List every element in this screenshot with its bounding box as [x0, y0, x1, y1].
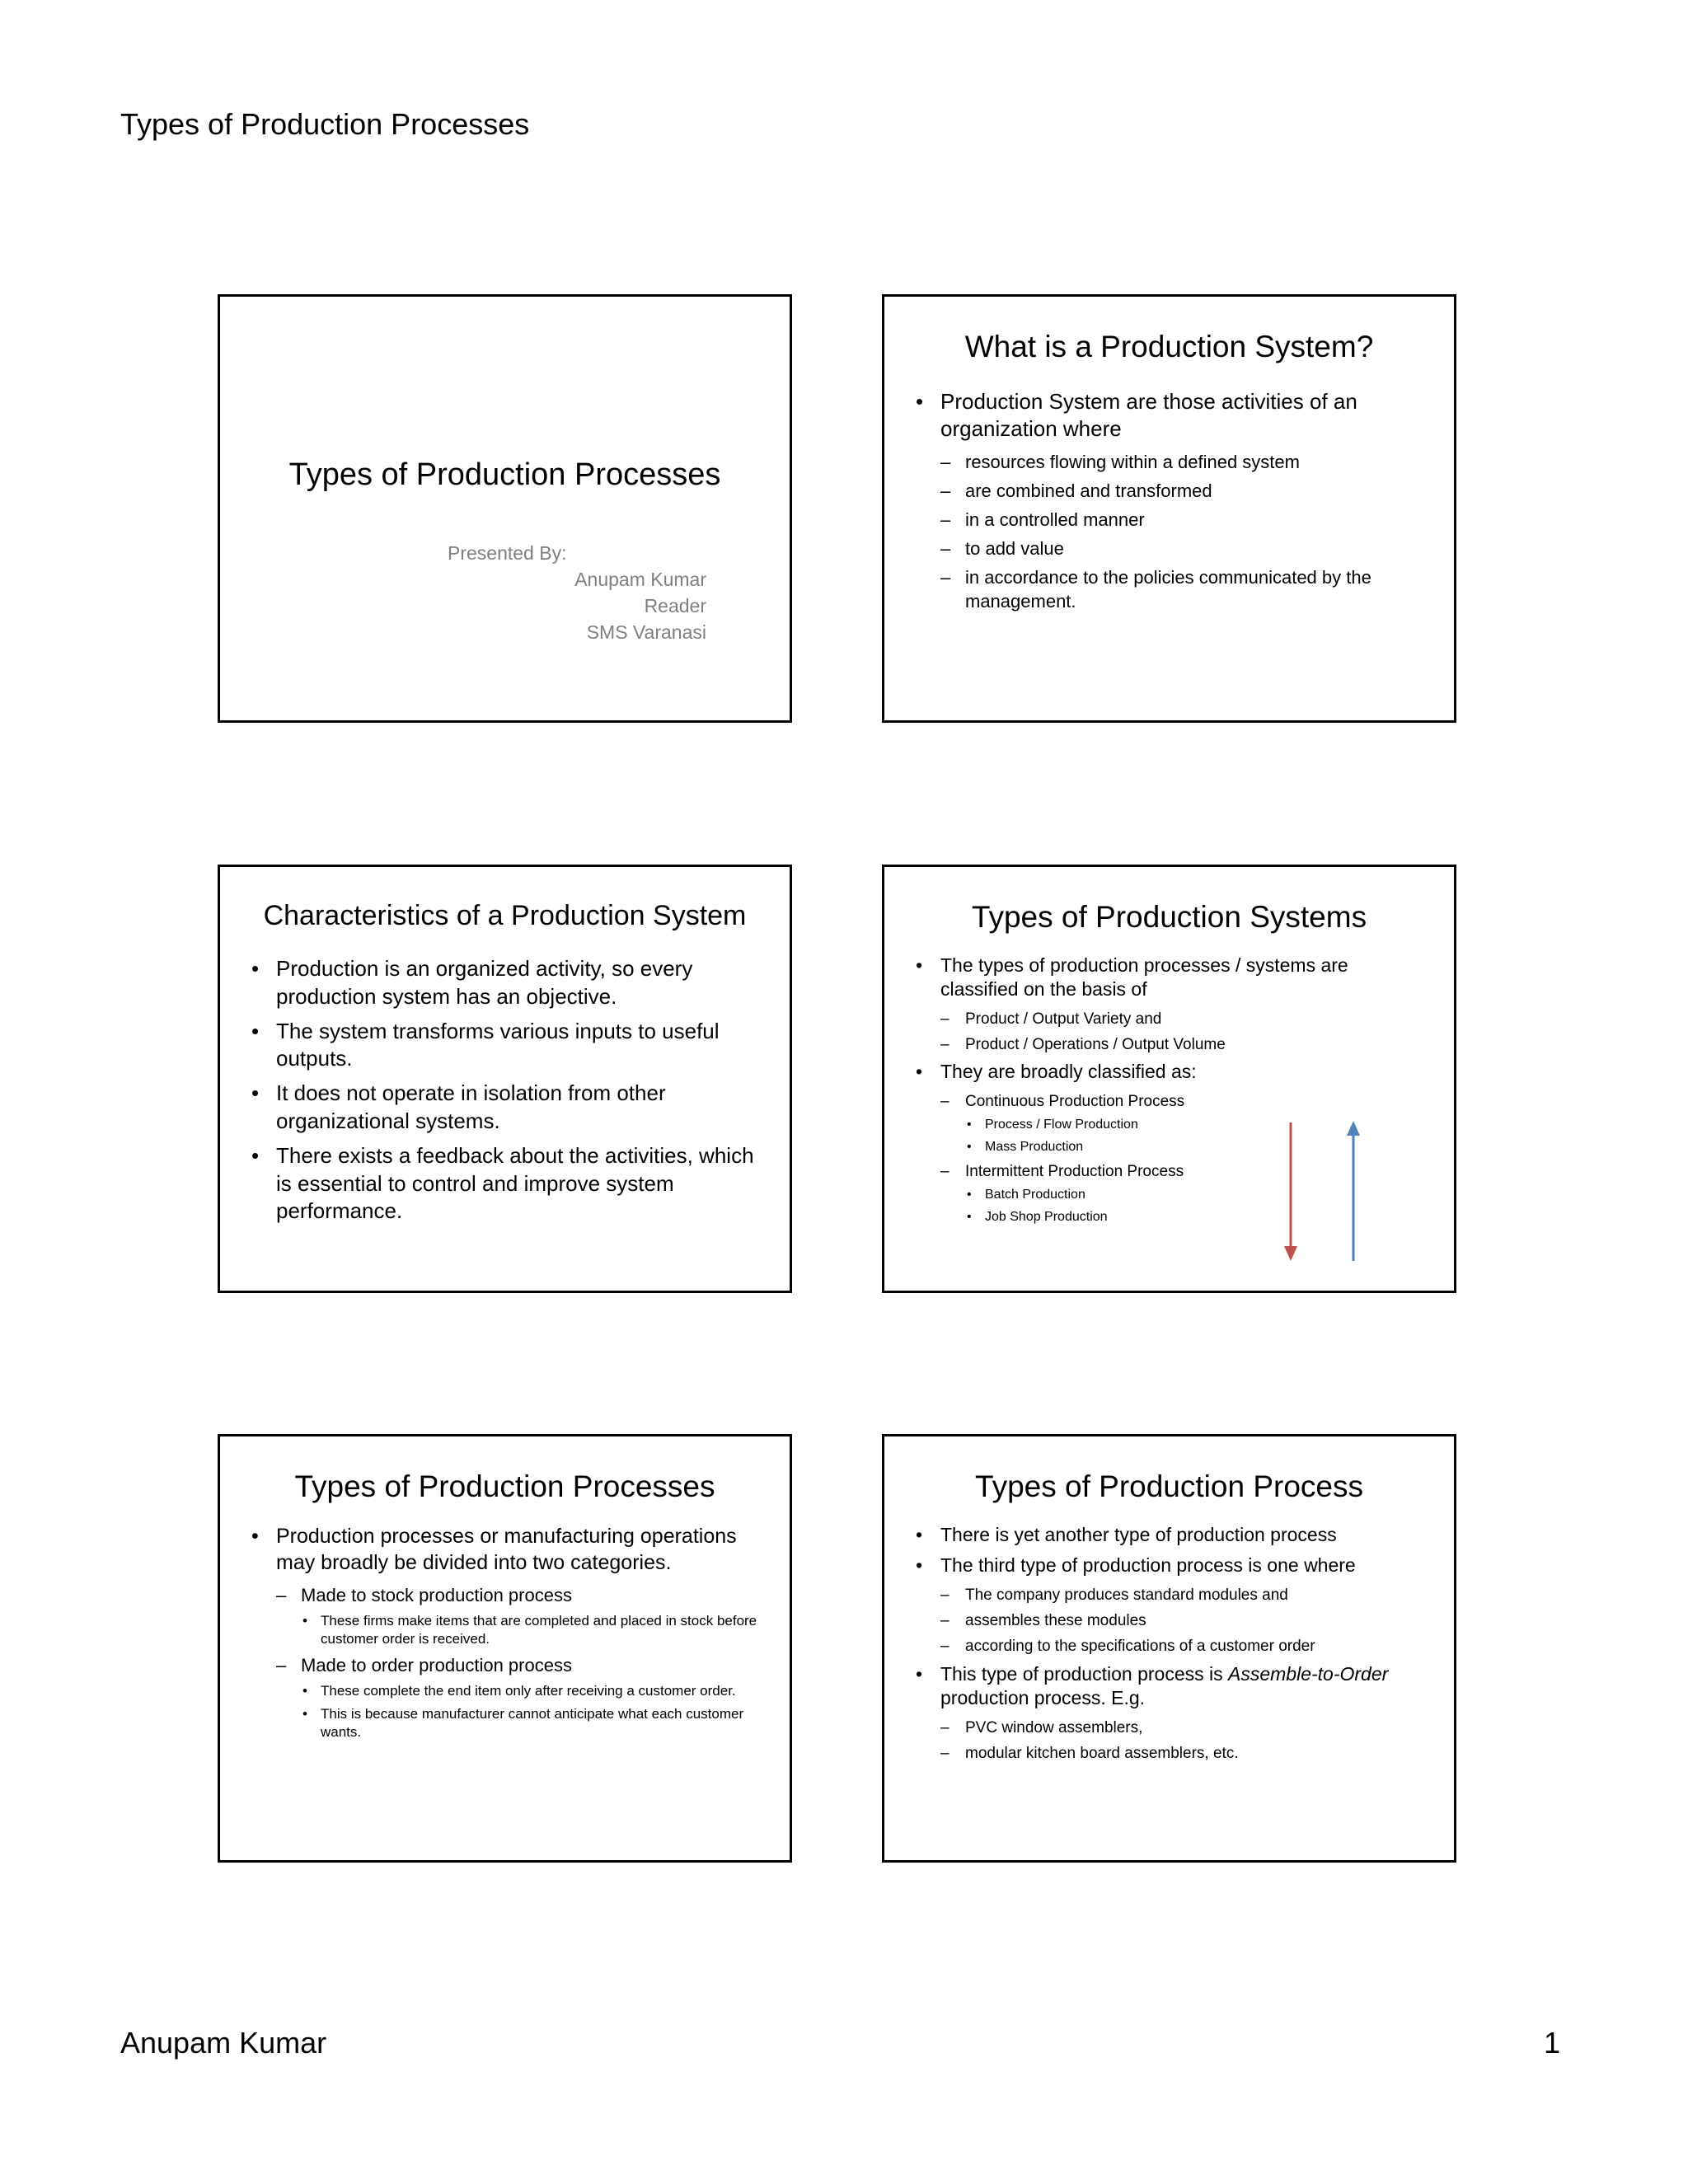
bullet-item: • Production processes or manufacturing operations may broadly be divided into two categories.	[251, 1523, 760, 1577]
sub-sub-bullet-item: • Batch Production	[967, 1187, 1424, 1204]
sub-sub-bullet-item: • Mass Production	[967, 1139, 1424, 1156]
page-number: 1	[1543, 2026, 1560, 2060]
slide-5-types-of-processes	[218, 1434, 792, 1863]
bullet-list	[916, 388, 1424, 614]
bullet-list	[916, 954, 1424, 1226]
slide-4-types-of-systems	[882, 865, 1456, 1293]
sub-bullet-item: – PVC window assemblers,	[940, 1718, 1424, 1738]
sub-sub-bullet-item: • This is because manufacturer cannot anticipate what each customer wants.	[302, 1705, 760, 1741]
slide-title: Types of Production Processes	[288, 457, 721, 492]
slide-1-title	[218, 294, 792, 723]
presenter-block	[220, 540, 706, 647]
bullet-list	[916, 1523, 1424, 1765]
footer-author: Anupam Kumar	[120, 2026, 327, 2060]
bullet-text-emphasis: Assemble-to-Order	[1228, 1662, 1389, 1685]
sub-bullet-item: – modular kitchen board assemblers, etc.	[940, 1743, 1424, 1764]
page-header-title: Types of Production Processes	[120, 107, 530, 141]
slide-title: Types of Production Processes	[294, 1469, 715, 1503]
bullet-item: • It does not operate in isolation from other organizational systems.	[251, 1080, 765, 1136]
sub-bullet-item: – in a controlled manner	[940, 508, 1424, 532]
bullet-item: • There exists a feedback about the activities, which is essential to control and improve system performance.	[251, 1142, 765, 1226]
sub-bullet-item: – according to the specifications of a customer order	[940, 1636, 1424, 1657]
sub-bullet-item: – Made to order production process	[276, 1653, 760, 1677]
bullet-item: • Production System are those activities of an organization where	[916, 388, 1424, 444]
sub-bullet-item: – Made to stock production process	[276, 1583, 760, 1607]
slide-title: Characteristics of a Production System	[263, 900, 747, 931]
presenter-name: Anupam Kumar	[574, 569, 706, 590]
sub-bullet-item: – are combined and transformed	[940, 479, 1424, 503]
bullet-list	[251, 955, 765, 1226]
sub-bullet-item: – Intermittent Production Process	[940, 1161, 1424, 1182]
bullet-item: • They are broadly classified as:	[916, 1060, 1424, 1085]
bullet-item: • There is yet another type of production process	[916, 1523, 1424, 1548]
sub-bullet-item: – to add value	[940, 537, 1424, 560]
sub-bullet-item: – assembles these modules	[940, 1610, 1424, 1631]
bullet-text-pre: This type of production process is	[940, 1662, 1228, 1685]
sub-bullet-item: – The company produces standard modules and	[940, 1585, 1424, 1605]
bullet-item: • Production is an organized activity, so every production system has an objective.	[251, 955, 765, 1011]
slide-2-production-system	[882, 294, 1456, 723]
sub-bullet-item: – Continuous Production Process	[940, 1091, 1424, 1112]
sub-bullet-item: – resources flowing within a defined system	[940, 450, 1424, 474]
slide-6-assemble-to-order	[882, 1434, 1456, 1863]
bullet-item: • The system transforms various inputs to useful outputs.	[251, 1018, 765, 1074]
sub-sub-bullet-item: • These complete the end item only after receiving a customer order.	[302, 1682, 760, 1700]
bullet-list	[251, 1523, 760, 1742]
slide-title: What is a Production System?	[964, 330, 1374, 363]
bullet-text-post: production process. E.g.	[940, 1687, 1146, 1709]
bullet-item: • The third type of production process is one where	[916, 1554, 1424, 1578]
sub-sub-bullet-item: • These firms make items that are completed and placed in stock before customer order is received.	[302, 1612, 760, 1648]
presented-by-label: Presented By:	[448, 542, 567, 564]
presenter-role: Reader	[644, 595, 706, 616]
presenter-institution: SMS Varanasi	[586, 621, 706, 643]
bullet-item	[916, 1662, 1424, 1712]
slide-title: Types of Production Process	[975, 1469, 1363, 1503]
sub-bullet-item: – in accordance to the policies communicated by the management.	[940, 565, 1424, 613]
sub-bullet-item: – Product / Operations / Output Volume	[940, 1034, 1424, 1055]
slide-title: Types of Production Systems	[971, 900, 1367, 934]
sub-sub-bullet-item: • Process / Flow Production	[967, 1117, 1424, 1134]
sub-sub-bullet-item: • Job Shop Production	[967, 1209, 1424, 1226]
slide-3-characteristics	[218, 865, 792, 1293]
sub-bullet-item: – Product / Output Variety and	[940, 1009, 1424, 1029]
bullet-item: • The types of production processes / systems are classified on the basis of	[916, 954, 1424, 1003]
